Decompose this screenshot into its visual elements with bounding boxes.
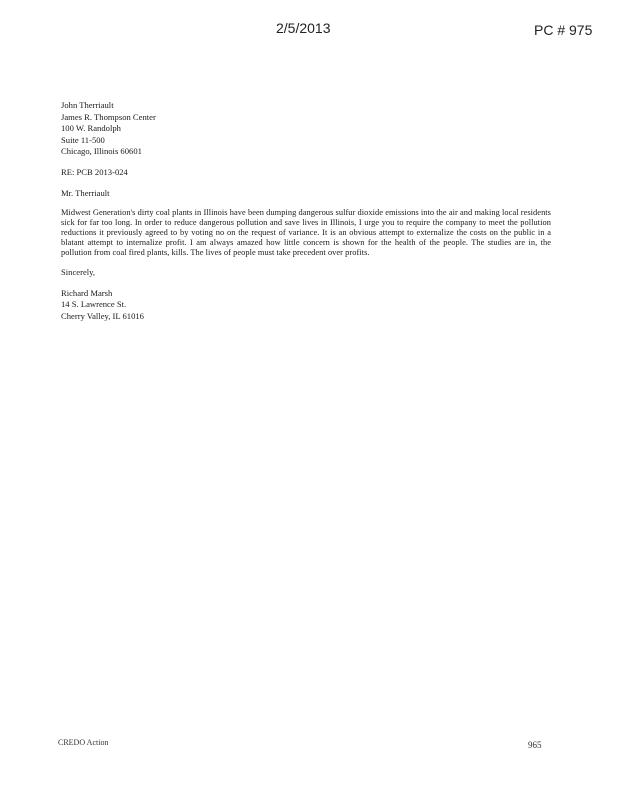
salutation: Mr. Therriault <box>61 187 110 198</box>
signer-address-2: Cherry Valley, IL 61016 <box>61 310 144 321</box>
page-number: 965 <box>528 740 542 750</box>
closing: Sincerely, <box>61 267 96 278</box>
recipient-line-2: 100 W. Randolph <box>61 123 121 134</box>
signer-block <box>61 288 551 323</box>
public-comment-number: PC # 975 <box>534 22 593 38</box>
footer-source: CREDO Action <box>58 738 109 747</box>
recipient-line-1: James R. Thompson Center <box>61 111 156 122</box>
letter-paragraph: Midwest Generation's dirty coal plants in Illinois have been dumping dangerous sulfur dioxide emissions into the air and making local residents sick for far too long. In order to reduce dangerous pollution and save lives in Illinois, I urge you to require the company to meet the pollution reductions it previously agreed to by voting no on the request of variance. It is an obvious attempt to externalize the costs on the public in a blatant attempt to internalize profit. I am always amazed how little concern is shown for the health of the people. The studies are in, the pollution from coal fired plants, kills. The lives of people must take precedent over profits. <box>61 208 551 258</box>
signer-name: Richard Marsh <box>61 287 113 298</box>
recipient-address <box>61 100 551 158</box>
signer-address-1: 14 S. Lawrence St. <box>61 299 127 310</box>
recipient-line-4: Chicago, Illinois 60601 <box>61 146 142 157</box>
letter-body <box>61 100 551 323</box>
recipient-line-3: Suite 11-500 <box>61 134 105 145</box>
re-line: RE: PCB 2013-024 <box>61 166 128 177</box>
recipient-name: John Therriault <box>61 100 114 110</box>
header-date: 2/5/2013 <box>276 20 331 36</box>
